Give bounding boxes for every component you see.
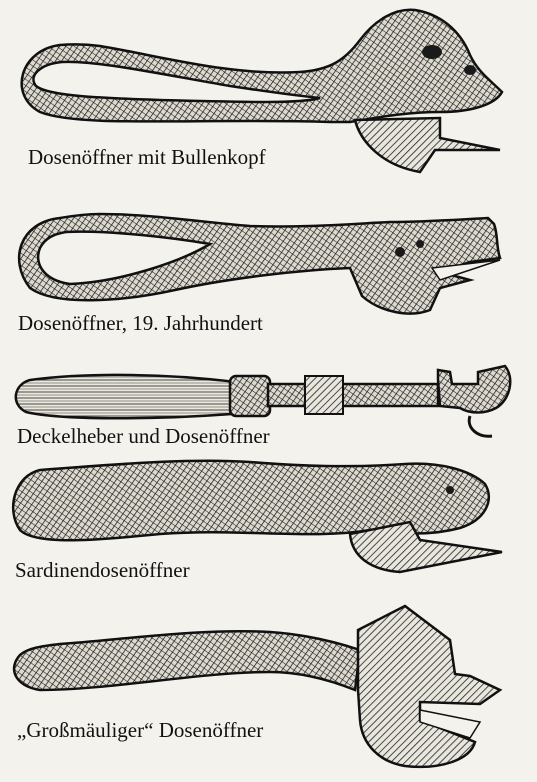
caption-bull-head-opener: Dosenöffner mit Bullenkopf xyxy=(28,145,266,169)
caption-19th-century-opener: Dosenöffner, 19. Jahrhundert xyxy=(18,311,263,335)
nineteenth-century-can-opener-drawing xyxy=(19,214,500,314)
sardine-can-opener-drawing xyxy=(13,461,502,572)
caption-lid-lifter-opener: Deckelheber und Dosenöffner xyxy=(17,424,270,448)
big-mouthed-can-opener-drawing xyxy=(14,606,500,767)
caption-sardine-opener: Sardinendosenöffner xyxy=(15,558,190,582)
caption-big-mouthed-opener: „Großmäuliger“ Dosenöffner xyxy=(17,718,264,742)
